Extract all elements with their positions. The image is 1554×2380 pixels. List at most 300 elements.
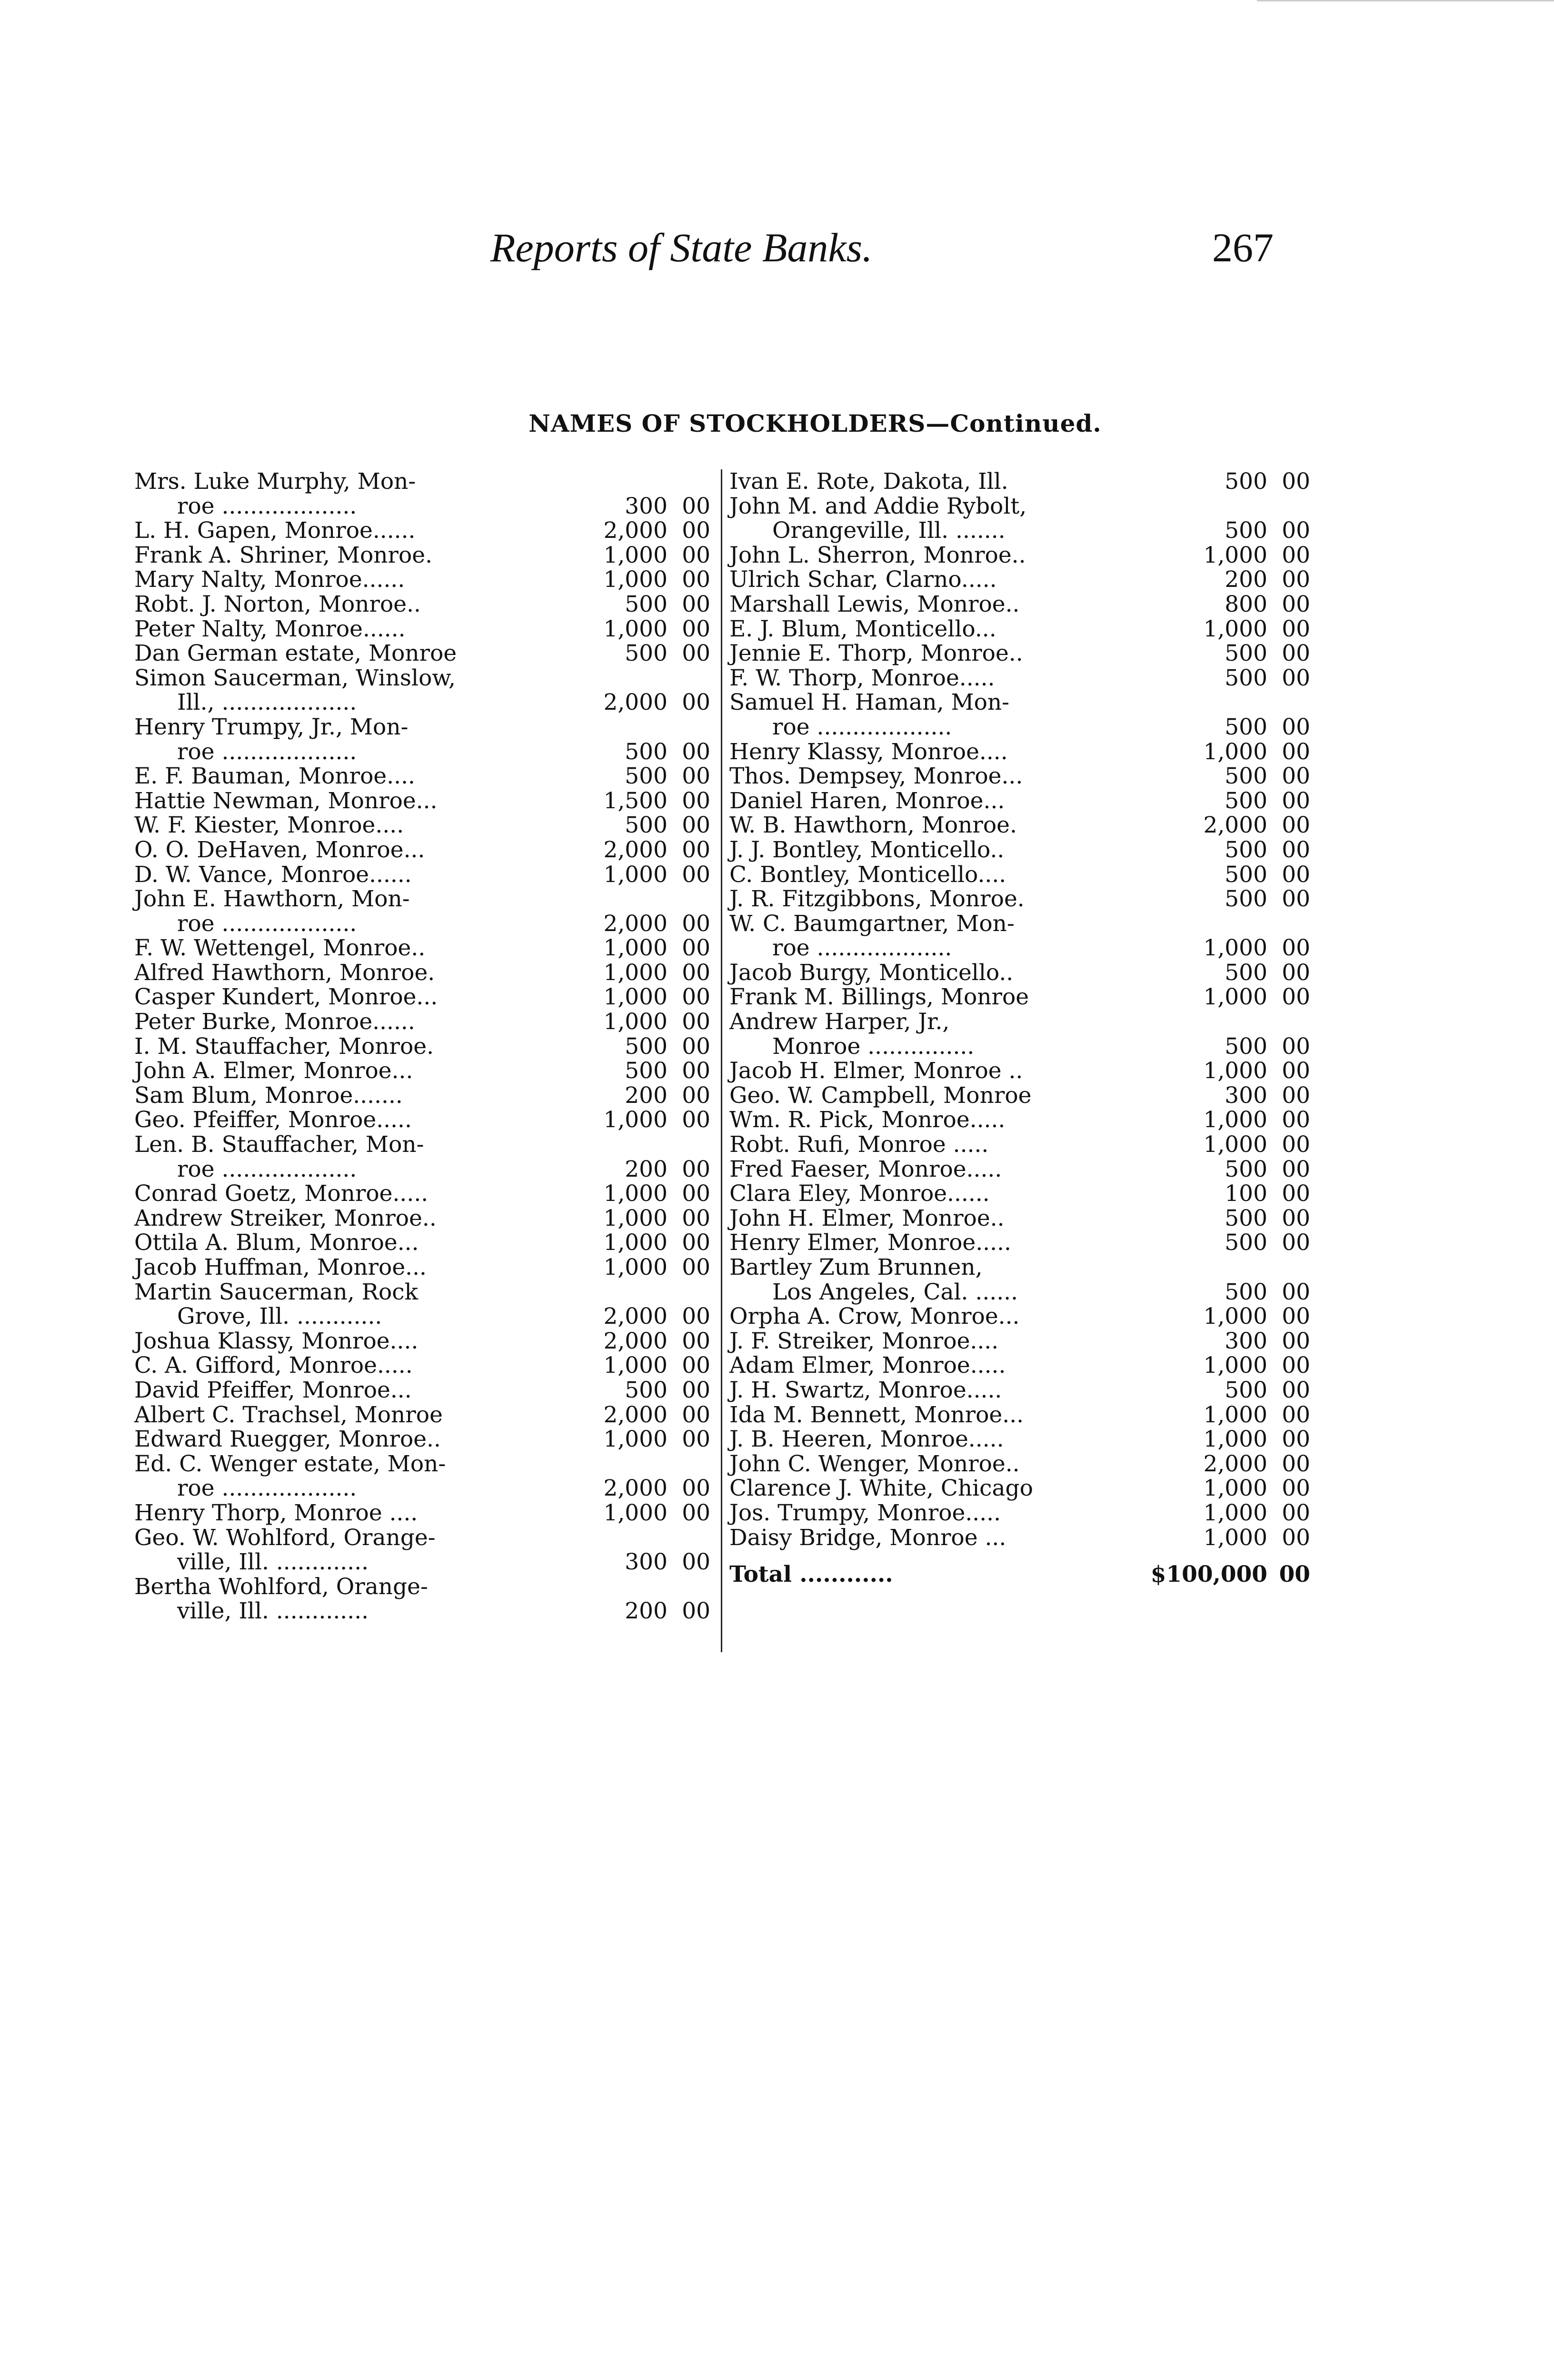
amount-cents: 00	[1282, 1033, 1310, 1060]
stockholder-name-line: Marshall Lewis, Monroe..	[729, 591, 1020, 617]
stockholder-name-line: John L. Sherron, Monroe..	[729, 542, 1026, 568]
amount-dollars: 300	[625, 493, 667, 519]
amount-dollars: 500	[1225, 763, 1267, 790]
stockholder-name-line: Orpha A. Crow, Monroe...	[729, 1303, 1020, 1330]
stockholder-name-line: Wm. R. Pick, Monroe.....	[729, 1107, 1006, 1133]
stockholder-entry	[729, 641, 1310, 666]
stockholder-entry	[729, 1526, 1310, 1550]
stockholder-name-line: Bertha Wohlford, Orange-	[134, 1573, 428, 1600]
stockholder-entry	[729, 1304, 1310, 1329]
stockholder-entry	[134, 1329, 710, 1354]
stockholder-entry	[729, 543, 1310, 568]
stockholder-name-line: Henry Trumpy, Jr., Mon-	[134, 714, 408, 740]
amount-dollars: 500	[1225, 787, 1267, 814]
stockholder-entry	[134, 1181, 710, 1206]
amount-cents: 00	[682, 1352, 710, 1379]
amount-dollars: 1,000	[1203, 1107, 1267, 1133]
amount-cents: 00	[682, 517, 710, 544]
amount-cents: 00	[682, 1377, 710, 1403]
amount-cents: 00	[1282, 1058, 1310, 1084]
stockholder-entry	[134, 1526, 710, 1575]
amount-dollars: 1,000	[603, 935, 667, 962]
amount-cents: 00	[1282, 591, 1310, 617]
stockholder-entry	[729, 1132, 1310, 1157]
stockholder-entry	[729, 887, 1310, 912]
amount-dollars: 2,000	[1203, 1450, 1267, 1477]
amount-cents: 00	[1282, 738, 1310, 765]
stockholder-name-line: Edward Ruegger, Monroe..	[134, 1426, 441, 1453]
stockholder-entry	[134, 1083, 710, 1108]
stockholder-entry	[729, 617, 1310, 642]
amount-cents: 00	[682, 1156, 710, 1182]
amount-cents: 00	[1282, 1401, 1310, 1428]
amount-dollars: 1,000	[603, 861, 667, 888]
amount-dollars: 2,000	[603, 910, 667, 937]
stockholder-entry	[729, 1059, 1310, 1083]
stockholder-name-line: C. A. Gifford, Monroe.....	[134, 1352, 413, 1379]
stockholder-name-line: John C. Wenger, Monroe..	[729, 1450, 1020, 1477]
stockholder-entry	[729, 1255, 1310, 1304]
stockholder-name-line: Alfred Hawthorn, Monroe.	[134, 959, 435, 986]
stockholder-name-line: Orangeville, Ill. .......	[772, 517, 1006, 544]
stockholder-entry	[134, 518, 710, 543]
stockholder-name-line: C. Bontley, Monticello....	[729, 861, 1006, 888]
stockholder-name-line: J. R. Fitzgibbons, Monroe.	[729, 886, 1025, 912]
stockholder-name-line: Jos. Trumpy, Monroe.....	[729, 1499, 1001, 1526]
amount-dollars: 1,000	[1203, 935, 1267, 962]
stockholder-entry	[729, 690, 1310, 739]
amount-dollars: 1,000	[603, 1499, 667, 1526]
stockholder-name-line: Albert C. Trachsel, Monroe	[134, 1401, 443, 1428]
amount-cents: 00	[682, 591, 710, 617]
stockholder-name-line: Joshua Klassy, Monroe....	[134, 1328, 418, 1354]
amount-dollars: 500	[1225, 1279, 1267, 1305]
stockholder-name-line: O. O. DeHaven, Monroe...	[134, 836, 425, 863]
amount-cents: 00	[682, 836, 710, 863]
amount-cents: 00	[1282, 542, 1310, 568]
amount-dollars: 500	[625, 812, 667, 839]
amount-cents: 00	[1282, 714, 1310, 740]
amount-dollars: 200	[625, 1156, 667, 1182]
amount-dollars: 500	[625, 1377, 667, 1403]
stockholder-name-line: Henry Klassy, Monroe....	[729, 738, 1008, 765]
stockholder-name-line: Geo. Pfeiffer, Monroe.....	[134, 1107, 412, 1133]
stockholder-entry	[729, 1329, 1310, 1354]
stockholder-name-line: F. W. Wettengel, Monroe..	[134, 935, 426, 962]
stockholder-name-line: Peter Nalty, Monroe......	[134, 615, 406, 642]
amount-cents: 00	[682, 1303, 710, 1330]
amount-cents: 00	[1282, 468, 1310, 495]
amount-dollars: 2,000	[603, 1303, 667, 1330]
stockholder-entry	[134, 1427, 710, 1452]
stockholder-entry	[134, 592, 710, 617]
amount-dollars: 500	[1225, 1230, 1267, 1256]
amount-cents: 00	[682, 542, 710, 568]
stockholder-name-line: Daisy Bridge, Monroe ...	[729, 1524, 1006, 1551]
stockholder-name-line: roe ...................	[177, 738, 357, 765]
stockholder-entry	[134, 1132, 710, 1181]
amount-dollars: 100	[1225, 1180, 1267, 1207]
running-title: Reports of State Banks.	[490, 225, 873, 270]
stockholder-entry	[134, 1206, 710, 1231]
stockholder-entry	[134, 1378, 710, 1403]
stockholder-name-line: W. F. Kiester, Monroe....	[134, 812, 404, 839]
page-number: 267	[1212, 225, 1274, 270]
amount-dollars: 500	[625, 1033, 667, 1060]
stockholder-entry	[134, 469, 710, 518]
amount-cents: 00	[682, 1107, 710, 1133]
amount-cents: 00	[1282, 984, 1310, 1011]
stockholder-name-line: Simon Saucerman, Winslow,	[134, 664, 456, 691]
stockholder-name-line: Mrs. Luke Murphy, Mon-	[134, 468, 416, 495]
stockholder-entry	[729, 1452, 1310, 1477]
stockholder-name-line: W. C. Baumgartner, Mon-	[729, 910, 1015, 937]
stockholder-name-line: J. B. Heeren, Monroe.....	[729, 1426, 1004, 1453]
amount-dollars: 1,000	[603, 1009, 667, 1035]
amount-cents: 00	[1282, 664, 1310, 691]
amount-dollars: 500	[625, 763, 667, 790]
amount-cents: 00	[1282, 1180, 1310, 1207]
amount-dollars: 1,000	[1203, 542, 1267, 568]
stockholder-name-line: D. W. Vance, Monroe......	[134, 861, 412, 888]
amount-cents: 00	[1282, 1377, 1310, 1403]
stockholder-name-line: Jacob Huffman, Monroe...	[134, 1254, 427, 1280]
total-label: Total ............	[729, 1561, 893, 1588]
amount-dollars: 1,500	[603, 787, 667, 814]
stockholder-name-line: roe ...................	[772, 714, 952, 740]
stockholder-entry	[134, 789, 710, 813]
stockholder-name-line: John M. and Addie Rybolt,	[729, 493, 1027, 519]
amount-dollars: 300	[1225, 1328, 1267, 1354]
amount-dollars: 500	[1225, 517, 1267, 544]
amount-cents: 00	[682, 984, 710, 1011]
stockholder-name-line: Fred Faeser, Monroe.....	[729, 1156, 1002, 1182]
stockholder-name-line: I. M. Stauffacher, Monroe.	[134, 1033, 434, 1060]
amount-dollars: 500	[1225, 861, 1267, 888]
amount-dollars: 200	[1225, 566, 1267, 593]
amount-dollars: 1,000	[603, 1205, 667, 1231]
amount-cents: 00	[682, 1082, 710, 1109]
stockholder-entry	[134, 863, 710, 887]
stockholder-name-line: Jacob H. Elmer, Monroe ..	[729, 1058, 1023, 1084]
stockholder-name-line: roe ...................	[177, 1156, 357, 1182]
amount-dollars: 1,000	[603, 1107, 667, 1133]
stockholder-entry	[134, 1230, 710, 1255]
stockholder-name-line: ville, Ill. .............	[177, 1549, 369, 1576]
amount-cents: 00	[682, 1058, 710, 1084]
stockholder-name-line: John A. Elmer, Monroe...	[134, 1058, 413, 1084]
stockholder-entry	[729, 666, 1310, 691]
amount-dollars: 2,000	[603, 836, 667, 863]
stockholder-entry	[729, 1157, 1310, 1182]
stockholder-name-line: Samuel H. Haman, Mon-	[729, 689, 1010, 716]
amount-cents: 00	[682, 1180, 710, 1207]
amount-cents: 00	[682, 640, 710, 667]
amount-dollars: 500	[625, 738, 667, 765]
stockholder-name-line: roe ...................	[772, 935, 952, 962]
stockholder-name-line: Andrew Harper, Jr.,	[729, 1009, 950, 1035]
stockholder-name-line: Grove, Ill. ............	[177, 1303, 382, 1330]
amount-cents: 00	[1282, 1205, 1310, 1231]
amount-dollars: 2,000	[603, 1401, 667, 1428]
right-entries	[729, 469, 1310, 1550]
stockholder-name-line: Thos. Dempsey, Monroe...	[729, 763, 1023, 790]
stockholder-name-line: E. F. Bauman, Monroe....	[134, 763, 415, 790]
stockholder-entry	[134, 567, 710, 592]
stockholder-entry	[729, 1181, 1310, 1206]
amount-dollars: 500	[1225, 886, 1267, 912]
amount-dollars: 500	[1225, 1205, 1267, 1231]
stockholder-name-line: Frank M. Billings, Monroe	[729, 984, 1029, 1011]
amount-dollars: 500	[1225, 1156, 1267, 1182]
stockholder-name-line: Ottila A. Blum, Monroe...	[134, 1230, 419, 1256]
amount-cents: 00	[682, 787, 710, 814]
amount-cents: 00	[682, 689, 710, 716]
amount-cents: 00	[682, 1401, 710, 1428]
amount-cents: 00	[682, 861, 710, 888]
stockholder-entry	[729, 863, 1310, 887]
amount-cents: 00	[1282, 1524, 1310, 1551]
amount-dollars: 2,000	[603, 1328, 667, 1354]
stockholder-entry	[134, 715, 710, 764]
amount-cents: 00	[682, 1426, 710, 1453]
amount-dollars: 1,000	[603, 615, 667, 642]
stockholder-entry	[134, 985, 710, 1010]
amount-dollars: 2,000	[603, 517, 667, 544]
stockholder-entry	[134, 813, 710, 838]
stockholder-entry	[134, 1353, 710, 1378]
amount-dollars: 500	[1225, 664, 1267, 691]
page-header	[0, 224, 1554, 281]
stockholder-entry	[134, 838, 710, 863]
stockholder-entry	[134, 1010, 710, 1034]
amount-dollars: 500	[1225, 1033, 1267, 1060]
amount-cents: 00	[1282, 1107, 1310, 1133]
stockholder-name-line: John H. Elmer, Monroe..	[729, 1205, 1005, 1231]
stockholder-name-line: Geo. W. Wohlford, Orange-	[134, 1524, 436, 1551]
amount-cents: 00	[682, 910, 710, 937]
stockholder-entry	[134, 936, 710, 961]
amount-cents: 00	[1282, 517, 1310, 544]
amount-cents: 00	[682, 1230, 710, 1256]
stockholder-entry	[729, 567, 1310, 592]
stockholder-entry	[134, 1108, 710, 1132]
amount-cents: 00	[1282, 836, 1310, 863]
amount-dollars: 500	[1225, 640, 1267, 667]
stockholder-name-line: W. B. Hawthorn, Monroe.	[729, 812, 1017, 839]
amount-dollars: 1,000	[1203, 1475, 1267, 1502]
total-row	[729, 1562, 1310, 1587]
amount-cents: 00	[682, 1475, 710, 1502]
amount-cents: 00	[1282, 1303, 1310, 1330]
amount-cents: 00	[1282, 1450, 1310, 1477]
stockholder-name-line: J. H. Swartz, Monroe.....	[729, 1377, 1002, 1403]
amount-cents: 00	[1282, 1426, 1310, 1453]
amount-cents: 00	[682, 1254, 710, 1280]
amount-cents: 00	[682, 1499, 710, 1526]
stockholder-name-line: Daniel Haren, Monroe...	[729, 787, 1005, 814]
stockholder-name-line: Robt. J. Norton, Monroe..	[134, 591, 421, 617]
stockholder-name-line: Frank A. Shriner, Monroe.	[134, 542, 433, 568]
column-divider	[721, 469, 722, 1652]
amount-cents: 00	[682, 493, 710, 519]
amount-dollars: 2,000	[603, 689, 667, 716]
amount-cents: 00	[1282, 615, 1310, 642]
amount-dollars: 300	[625, 1549, 667, 1576]
stockholder-name-line: J. F. Streiker, Monroe....	[729, 1328, 999, 1354]
stockholder-name-line: Ed. C. Wenger estate, Mon-	[134, 1450, 446, 1477]
amount-cents: 00	[682, 1549, 710, 1576]
amount-cents: 00	[1282, 1156, 1310, 1182]
amount-dollars: 1,000	[603, 542, 667, 568]
amount-cents: 00	[1282, 1475, 1310, 1502]
amount-cents: 00	[682, 935, 710, 962]
amount-dollars: 1,000	[603, 1230, 667, 1256]
stockholder-name-line: ville, Ill. .............	[177, 1598, 369, 1625]
amount-dollars: 1,000	[603, 984, 667, 1011]
stockholder-entry	[729, 961, 1310, 985]
stockholder-entry	[134, 1452, 710, 1501]
stockholder-name-line: Ida M. Bennett, Monroe...	[729, 1401, 1024, 1428]
stockholder-name-line: Jennie E. Thorp, Monroe..	[729, 640, 1023, 667]
amount-cents: 00	[1282, 1328, 1310, 1354]
amount-dollars: 1,000	[1203, 1499, 1267, 1526]
stockholder-entry	[134, 887, 710, 936]
amount-cents: 00	[1282, 812, 1310, 839]
stockholder-entry	[729, 789, 1310, 813]
stockholders-left-column	[134, 469, 710, 1624]
stockholder-entry	[729, 1206, 1310, 1231]
amount-dollars: 1,000	[1203, 615, 1267, 642]
amount-dollars: 1,000	[1203, 1058, 1267, 1084]
amount-dollars: 200	[625, 1082, 667, 1109]
stockholder-entry	[729, 469, 1310, 494]
stockholder-entry	[134, 1501, 710, 1526]
amount-cents: 00	[1282, 886, 1310, 912]
amount-dollars: 1,000	[1203, 1352, 1267, 1379]
scan-edge-line	[1257, 0, 1554, 1]
amount-cents: 00	[1282, 787, 1310, 814]
stockholder-entry	[729, 813, 1310, 838]
stockholder-name-line: J. J. Bontley, Monticello..	[729, 836, 1005, 863]
amount-dollars: 1,000	[1203, 1401, 1267, 1428]
amount-cents: 00	[682, 959, 710, 986]
stockholder-name-line: Clarence J. White, Chicago	[729, 1475, 1033, 1502]
stockholder-name-line: Martin Saucerman, Rock	[134, 1279, 418, 1305]
amount-cents: 00	[1282, 566, 1310, 593]
stockholder-name-line: Len. B. Stauffacher, Mon-	[134, 1131, 424, 1158]
stockholder-entry	[134, 1280, 710, 1329]
stockholder-entry	[729, 838, 1310, 863]
amount-cents: 00	[682, 566, 710, 593]
amount-cents: 00	[1282, 1230, 1310, 1256]
stockholder-entry	[729, 494, 1310, 543]
stockholder-name-line: Los Angeles, Cal. ......	[772, 1279, 1018, 1305]
stockholder-entry	[134, 617, 710, 642]
amount-dollars: 500	[1225, 468, 1267, 495]
stockholder-name-line: Mary Nalty, Monroe......	[134, 566, 405, 593]
stockholder-name-line: Jacob Burgy, Monticello..	[729, 959, 1014, 986]
stockholder-name-line: Henry Thorp, Monroe ....	[134, 1499, 418, 1526]
stockholder-entry	[729, 985, 1310, 1010]
amount-dollars: 1,000	[603, 1254, 667, 1280]
amount-dollars: 500	[1225, 959, 1267, 986]
stockholder-name-line: roe ...................	[177, 1475, 357, 1502]
amount-dollars: 2,000	[1203, 812, 1267, 839]
total-cents: 00	[1279, 1561, 1310, 1588]
amount-cents: 00	[1282, 861, 1310, 888]
amount-dollars: 1,000	[1203, 1426, 1267, 1453]
stockholder-entry	[729, 1378, 1310, 1403]
stockholder-entry	[729, 1403, 1310, 1428]
total-dollars: $100,000	[1150, 1561, 1267, 1588]
stockholder-name-line: Robt. Rufi, Monroe .....	[729, 1131, 989, 1158]
amount-cents: 00	[1282, 1352, 1310, 1379]
amount-dollars: 500	[1225, 836, 1267, 863]
stockholder-name-line: Conrad Goetz, Monroe.....	[134, 1180, 428, 1207]
amount-dollars: 300	[1225, 1082, 1267, 1109]
stockholder-entry	[134, 1255, 710, 1280]
section-heading: NAMES OF STOCKHOLDERS—Continued.	[528, 409, 1102, 437]
stockholder-name-line: Dan German estate, Monroe	[134, 640, 457, 667]
stockholder-name-line: Monroe ...............	[772, 1033, 975, 1060]
stockholder-name-line: Andrew Streiker, Monroe..	[134, 1205, 437, 1231]
stockholder-entry	[729, 1427, 1310, 1452]
stockholder-entry	[134, 1575, 710, 1624]
amount-cents: 00	[1282, 959, 1310, 986]
amount-dollars: 800	[1225, 591, 1267, 617]
amount-cents: 00	[1282, 935, 1310, 962]
amount-cents: 00	[682, 763, 710, 790]
stockholder-entry	[134, 641, 710, 666]
amount-dollars: 1,000	[1203, 738, 1267, 765]
stockholder-name-line: L. H. Gapen, Monroe......	[134, 517, 416, 544]
amount-cents: 00	[682, 615, 710, 642]
stockholder-entry	[729, 912, 1310, 961]
stockholder-name-line: Clara Eley, Monroe......	[729, 1180, 990, 1207]
amount-dollars: 1,000	[1203, 1131, 1267, 1158]
stockholder-entry	[134, 1034, 710, 1059]
stockholder-entry	[729, 1108, 1310, 1132]
stockholder-name-line: Sam Blum, Monroe.......	[134, 1082, 403, 1109]
amount-cents: 00	[682, 1009, 710, 1035]
stockholder-name-line: Casper Kundert, Monroe...	[134, 984, 438, 1011]
stockholder-name-line: Ivan E. Rote, Dakota, Ill.	[729, 468, 1008, 495]
amount-dollars: 1,000	[1203, 984, 1267, 1011]
stockholder-entry	[729, 1230, 1310, 1255]
amount-cents: 00	[682, 1205, 710, 1231]
amount-cents: 00	[682, 738, 710, 765]
amount-dollars: 1,000	[603, 959, 667, 986]
amount-dollars: 200	[625, 1598, 667, 1625]
stockholder-name-line: Geo. W. Campbell, Monroe	[729, 1082, 1032, 1109]
amount-dollars: 1,000	[1203, 1524, 1267, 1551]
stockholder-name-line: Adam Elmer, Monroe.....	[729, 1352, 1006, 1379]
stockholder-name-line: David Pfeiffer, Monroe...	[134, 1377, 412, 1403]
stockholder-entry	[134, 543, 710, 568]
stockholder-entry	[134, 1403, 710, 1428]
amount-cents: 00	[682, 1598, 710, 1625]
amount-cents: 00	[1282, 1499, 1310, 1526]
stockholder-name-line: Bartley Zum Brunnen,	[729, 1254, 983, 1280]
stockholder-name-line: Ulrich Schar, Clarno.....	[729, 566, 997, 593]
amount-dollars: 1,000	[603, 1426, 667, 1453]
stockholder-entry	[729, 740, 1310, 764]
stockholder-name-line: Peter Burke, Monroe......	[134, 1009, 415, 1035]
stockholder-entry	[729, 1010, 1310, 1059]
stockholders-right-column	[729, 469, 1310, 1587]
stockholder-name-line: Hattie Newman, Monroe...	[134, 787, 438, 814]
